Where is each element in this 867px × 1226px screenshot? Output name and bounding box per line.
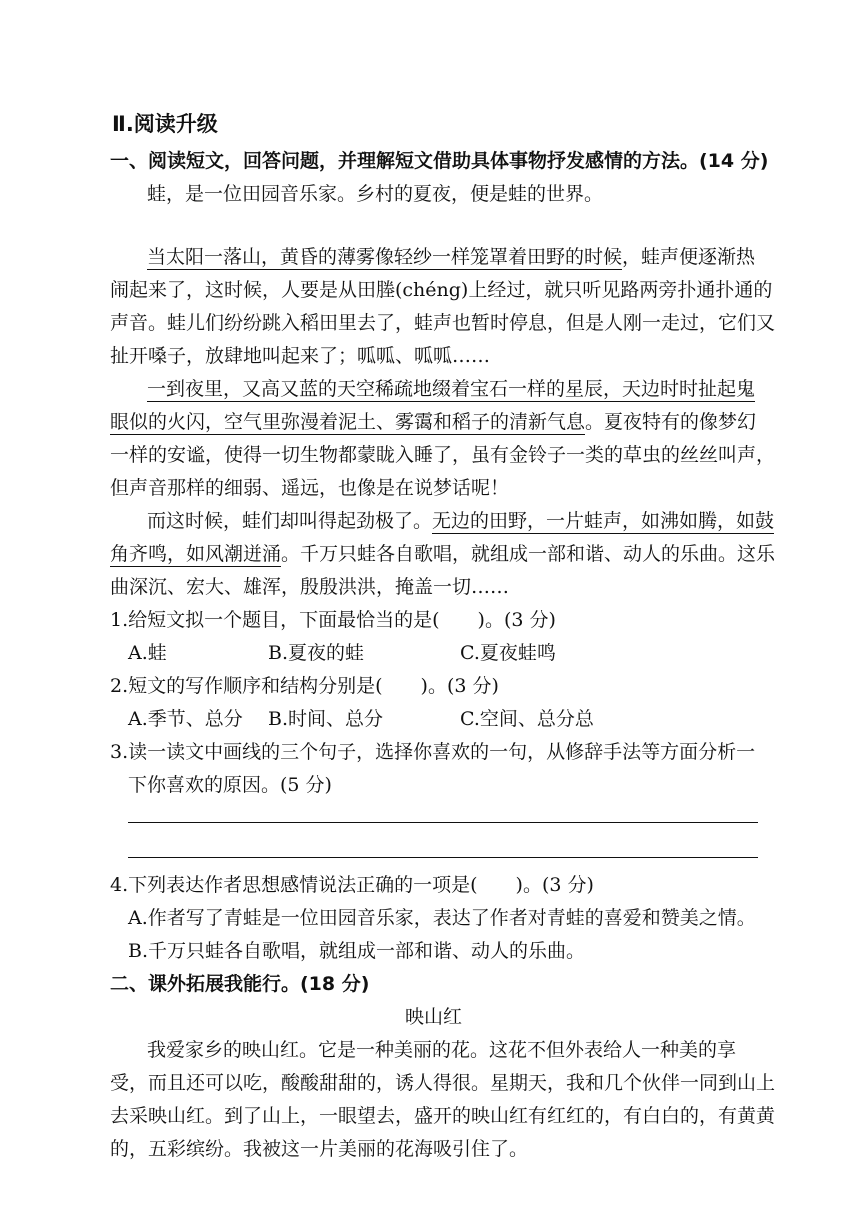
text-span: 。千万只蛙各自歌唱，就组成一部和谐、动人的乐曲。这乐 — [281, 543, 776, 565]
underlined-sentence-2b: 眼似的火闪，空气里弥漫着泥土、雾霭和稻子的清新气息 — [110, 411, 586, 433]
text-span: 而这时候，蛙们却叫得起劲极了。 — [147, 510, 433, 532]
underlined-sentence-3b: 角齐鸣，如风潮迸涌 — [110, 543, 282, 565]
passage-p4-line-1 — [147, 509, 774, 533]
question-2: 2.短文的写作顺序和结构分别是( )。(3 分) — [110, 675, 499, 697]
question-1-option-a: A.蛙 — [128, 642, 167, 664]
passage-p2-line-2: 闹起来了，这时候，人要是从田塍(chéng)上经过，就只听见路两旁扑通扑通的 — [110, 279, 773, 301]
passage2-line-4: 的，五彩缤纷。我被这一片美丽的花海吸引住了。 — [110, 1138, 529, 1160]
part1-heading: 一、阅读短文，回答问题，并理解短文借助具体事物抒发感情的方法。(14 分) — [110, 150, 769, 172]
section-heading: Ⅱ.阅读升级 — [112, 112, 218, 136]
answer-line-2[interactable] — [128, 857, 758, 858]
underlined-sentence-3a: 无边的田野，一片蛙声，如沸如腾，如鼓 — [432, 510, 775, 532]
text-span: ，蛙声便逐渐热 — [622, 246, 756, 268]
passage-p3-line-3: 一样的安谧，使得一切生物都蒙眬入睡了，虽有金铃子一类的草虫的丝丝叫声， — [110, 444, 776, 466]
passage-p3-line-2 — [110, 410, 756, 434]
passage-title: 映山红 — [404, 1006, 462, 1028]
question-2-option-b: B.时间、总分 — [268, 708, 384, 730]
question-4: 4.下列表达作者思想感情说法正确的一项是( )。(3 分) — [110, 874, 594, 896]
question-1-option-b: B.夏夜的蛙 — [268, 642, 365, 664]
passage-p2-line-3: 声音。蛙儿们纷纷跳入稻田里去了，蛙声也暂时停息，但是人刚一走过，它们又 — [110, 312, 776, 334]
passage-paragraph-1: 蛙，是一位田园音乐家。乡村的夏夜，便是蛙的世界。 — [147, 183, 604, 205]
question-1: 1.给短文拟一个题目，下面最恰当的是( )。(3 分) — [110, 609, 556, 631]
passage-p4-line-2 — [110, 542, 775, 566]
passage-p2-line-4: 扯开嗓子，放肆地叫起来了；呱呱、呱呱…… — [110, 345, 491, 367]
passage-p3-line-4: 但声音那样的细弱、遥远，也像是在说梦话呢！ — [110, 477, 510, 499]
passage2-line-3: 去采映山红。到了山上，一眼望去，盛开的映山红有红红的，有白白的，有黄黄 — [110, 1105, 776, 1127]
question-3-line-2: 下你喜欢的原因。(5 分) — [128, 774, 332, 796]
question-4-option-b: B.千万只蛙各自歌唱，就组成一部和谐、动人的乐曲。 — [128, 940, 586, 962]
part2-heading: 二、课外拓展我能行。(18 分) — [110, 973, 370, 995]
question-3-line-1: 3.读一读文中画线的三个句子，选择你喜欢的一句，从修辞手法等方面分析一 — [110, 741, 756, 763]
passage2-line-1: 我爱家乡的映山红。它是一种美丽的花。这花不但外表给人一种美的享 — [147, 1039, 737, 1061]
question-2-option-c: C.空间、总分总 — [460, 708, 594, 730]
underlined-sentence-2a: 一到夜里，又高又蓝的天空稀疏地缀着宝石一样的星辰，天边时时扯起鬼 — [147, 378, 756, 400]
passage-p3-line-1 — [147, 377, 755, 401]
passage-p2-line-1 — [147, 245, 755, 269]
text-span: 。夏夜特有的像梦幻 — [585, 411, 757, 433]
question-1-option-c: C.夏夜蛙鸣 — [460, 642, 556, 664]
question-4-option-a: A.作者写了青蛙是一位田园音乐家，表达了作者对青蛙的喜爱和赞美之情。 — [128, 907, 756, 929]
question-2-option-a: A.季节、总分 — [128, 708, 243, 730]
answer-line-1[interactable] — [128, 822, 758, 823]
underlined-sentence-1: 当太阳一落山，黄昏的薄雾像轻纱一样笼罩着田野的时候 — [147, 246, 623, 268]
passage-p4-line-3: 曲深沉、宏大、雄浑，殷殷洪洪，掩盖一切…… — [110, 576, 510, 598]
passage2-line-2: 受，而且还可以吃，酸酸甜甜的，诱人得很。星期天，我和几个伙伴一同到山上 — [110, 1072, 776, 1094]
